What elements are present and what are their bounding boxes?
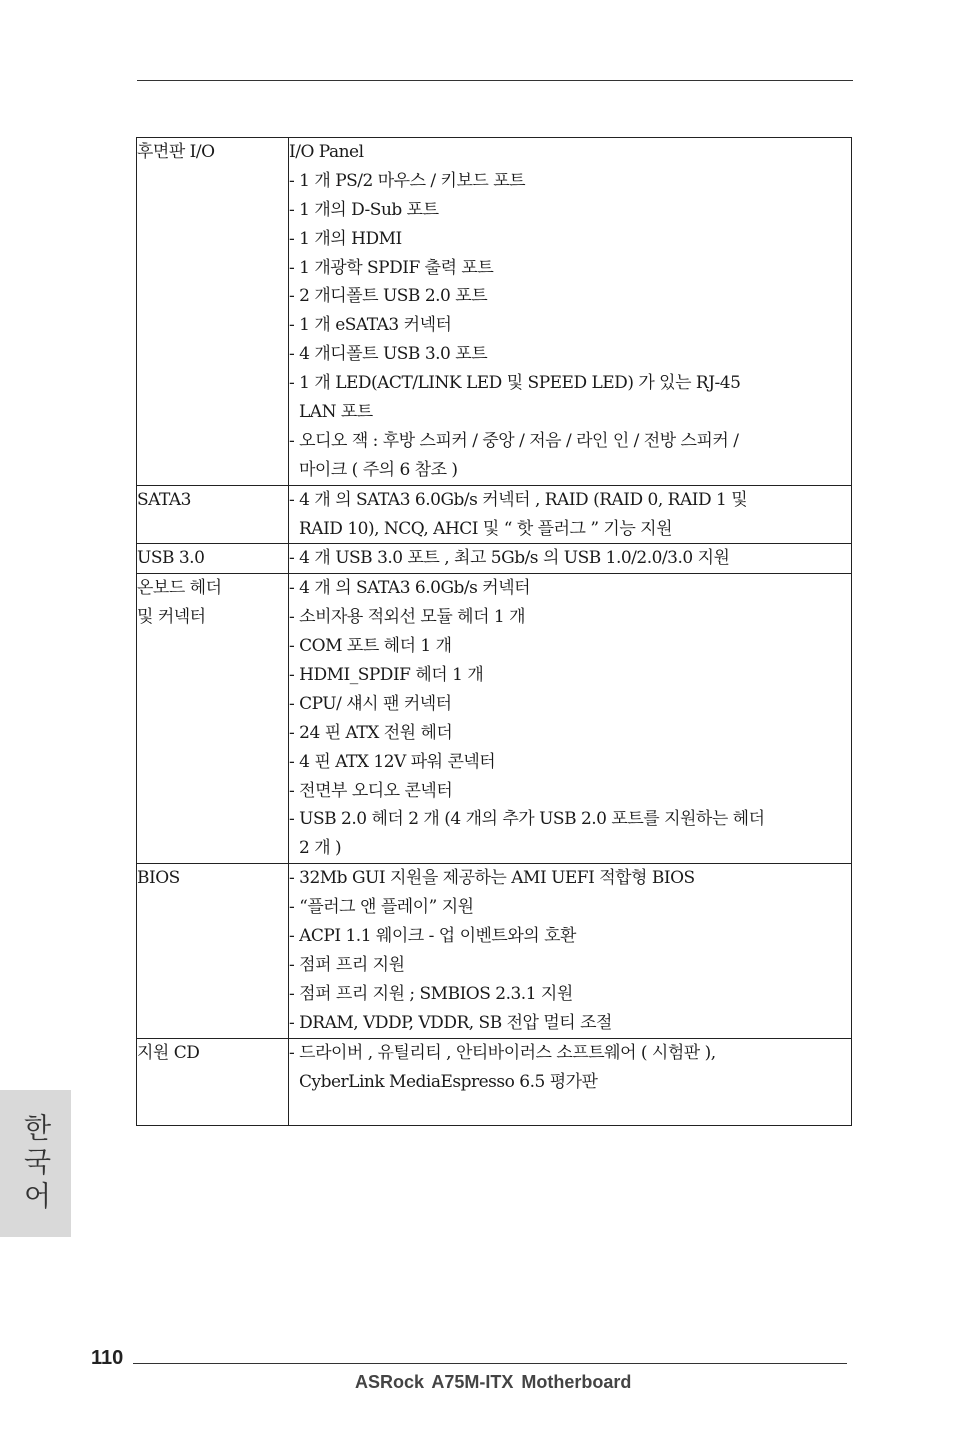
spec-row xyxy=(137,485,852,544)
language-side-tab xyxy=(0,1090,71,1237)
spec-row-label xyxy=(137,138,289,486)
spec-label-line: USB 3.0 xyxy=(137,548,205,569)
spec-item-line: - 1 개 LED(ACT/LINK LED 및 SPEED LED) 가 있는 RJ-45 xyxy=(289,373,741,394)
spec-item-line: - 4 개 USB 3.0 포트 , 최고 5Gb/s 의 USB 1.0/2.0/3.0 지원 xyxy=(289,548,730,569)
spec-row-label xyxy=(137,544,289,574)
spec-item-line: - 드라이버 , 유틸리티 , 안티바이러스 소프트웨어 ( 시험판 ), xyxy=(289,1042,716,1063)
spec-item-line: - 점퍼 프리 지원 xyxy=(289,954,405,975)
spec-item-line: - 1 개 PS/2 마우스 / 키보드 포트 xyxy=(289,170,526,191)
spec-item-line: - 1 개 eSATA3 커넥터 xyxy=(289,315,452,336)
spec-row xyxy=(137,138,852,486)
spec-item-line: - 4 핀 ATX 12V 파워 콘넥터 xyxy=(289,751,496,772)
spec-label-line: 지원 CD xyxy=(137,1042,200,1063)
spec-item-line: - 4 개 의 SATA3 6.0Gb/s 커넥터 xyxy=(289,578,531,599)
spec-row-content xyxy=(289,485,852,544)
spec-label-line: BIOS xyxy=(137,868,180,889)
spec-row xyxy=(137,864,852,1038)
spec-row xyxy=(137,574,852,864)
spec-row-label xyxy=(137,485,289,544)
spec-row-content xyxy=(289,574,852,864)
spec-item-line: - USB 2.0 헤더 2 개 (4 개의 추가 USB 2.0 포트를 지원하는 헤더 xyxy=(289,809,765,830)
spec-item-line: - “플러그 앤 플레이” 지원 xyxy=(289,897,474,918)
page-number: 110 xyxy=(91,1347,124,1369)
spec-item-line: - 4 개디폴트 USB 3.0 포트 xyxy=(289,344,488,365)
spec-item-line: - 오디오 잭 : 후방 스피커 / 중앙 / 저음 / 라인 인 / 전방 스피커 / xyxy=(289,430,739,451)
spec-row-content xyxy=(289,864,852,1038)
spec-row-content xyxy=(289,1038,852,1126)
bottom-rule xyxy=(133,1363,847,1364)
spec-item-line: - CPU/ 섀시 팬 커넥터 xyxy=(289,693,452,714)
spec-label-line: 온보드 헤더 xyxy=(137,578,222,599)
spec-item-line: CyberLink MediaEspresso 6.5 평가판 xyxy=(299,1071,598,1092)
spec-row xyxy=(137,544,852,574)
spec-item-line: RAID 10), NCQ, AHCI 및 “ 핫 플러그 ” 기능 지원 xyxy=(299,518,673,539)
spec-item-line: 2 개 ) xyxy=(299,838,342,859)
spec-table-body xyxy=(137,138,852,1126)
spec-item-line: - 1 개의 HDMI xyxy=(289,228,402,249)
spec-blank-line xyxy=(289,1096,851,1125)
spec-item-line: - HDMI_SPDIF 헤더 1 개 xyxy=(289,665,484,686)
spec-row-label xyxy=(137,1038,289,1126)
spec-item-line: I/O Panel xyxy=(289,142,364,162)
footer-title: ASRock A75M-ITX Motherboard xyxy=(355,1372,632,1392)
language-side-tab-label: 한국어 xyxy=(19,1112,53,1215)
spec-row-label xyxy=(137,864,289,1038)
spec-item-line: - 1 개의 D-Sub 포트 xyxy=(289,199,439,220)
spec-item-line: - 소비자용 적외선 모듈 헤더 1 개 xyxy=(289,607,526,628)
spec-item-line: - COM 포트 헤더 1 개 xyxy=(289,636,452,657)
spec-item-line: - 4 개 의 SATA3 6.0Gb/s 커넥터 , RAID (RAID 0, RAID 1 및 xyxy=(289,489,748,510)
spec-row-content xyxy=(289,138,852,486)
spec-item-line: - DRAM, VDDP, VDDR, SB 전압 멀티 조절 xyxy=(289,1012,612,1033)
spec-item-line: - 32Mb GUI 지원을 제공하는 AMI UEFI 적합형 BIOS xyxy=(289,868,695,889)
spec-item-line: - ACPI 1.1 웨이크 - 업 이벤트와의 호환 xyxy=(289,926,576,947)
spec-item-line: - 24 핀 ATX 전원 헤더 xyxy=(289,722,453,743)
spec-label-line: 후면판 I/O xyxy=(137,142,215,162)
spec-item-line: LAN 포트 xyxy=(299,402,373,423)
spec-label-line: 및 커넥터 xyxy=(137,607,206,628)
spec-item-line: - 전면부 오디오 콘넥터 xyxy=(289,780,453,801)
spec-label-line: SATA3 xyxy=(137,489,191,510)
spec-item-line: - 2 개디폴트 USB 2.0 포트 xyxy=(289,286,488,307)
spec-item-line: - 1 개광학 SPDIF 출력 포트 xyxy=(289,257,494,278)
spec-item-line: - 점퍼 프리 지원 ; SMBIOS 2.3.1 지원 xyxy=(289,983,573,1004)
spec-table xyxy=(136,137,852,1126)
spec-row-content xyxy=(289,544,852,574)
spec-row xyxy=(137,1038,852,1126)
spec-item-line: 마이크 ( 주의 6 참조 ) xyxy=(299,459,458,480)
spec-row-label xyxy=(137,574,289,864)
top-rule xyxy=(137,80,853,81)
